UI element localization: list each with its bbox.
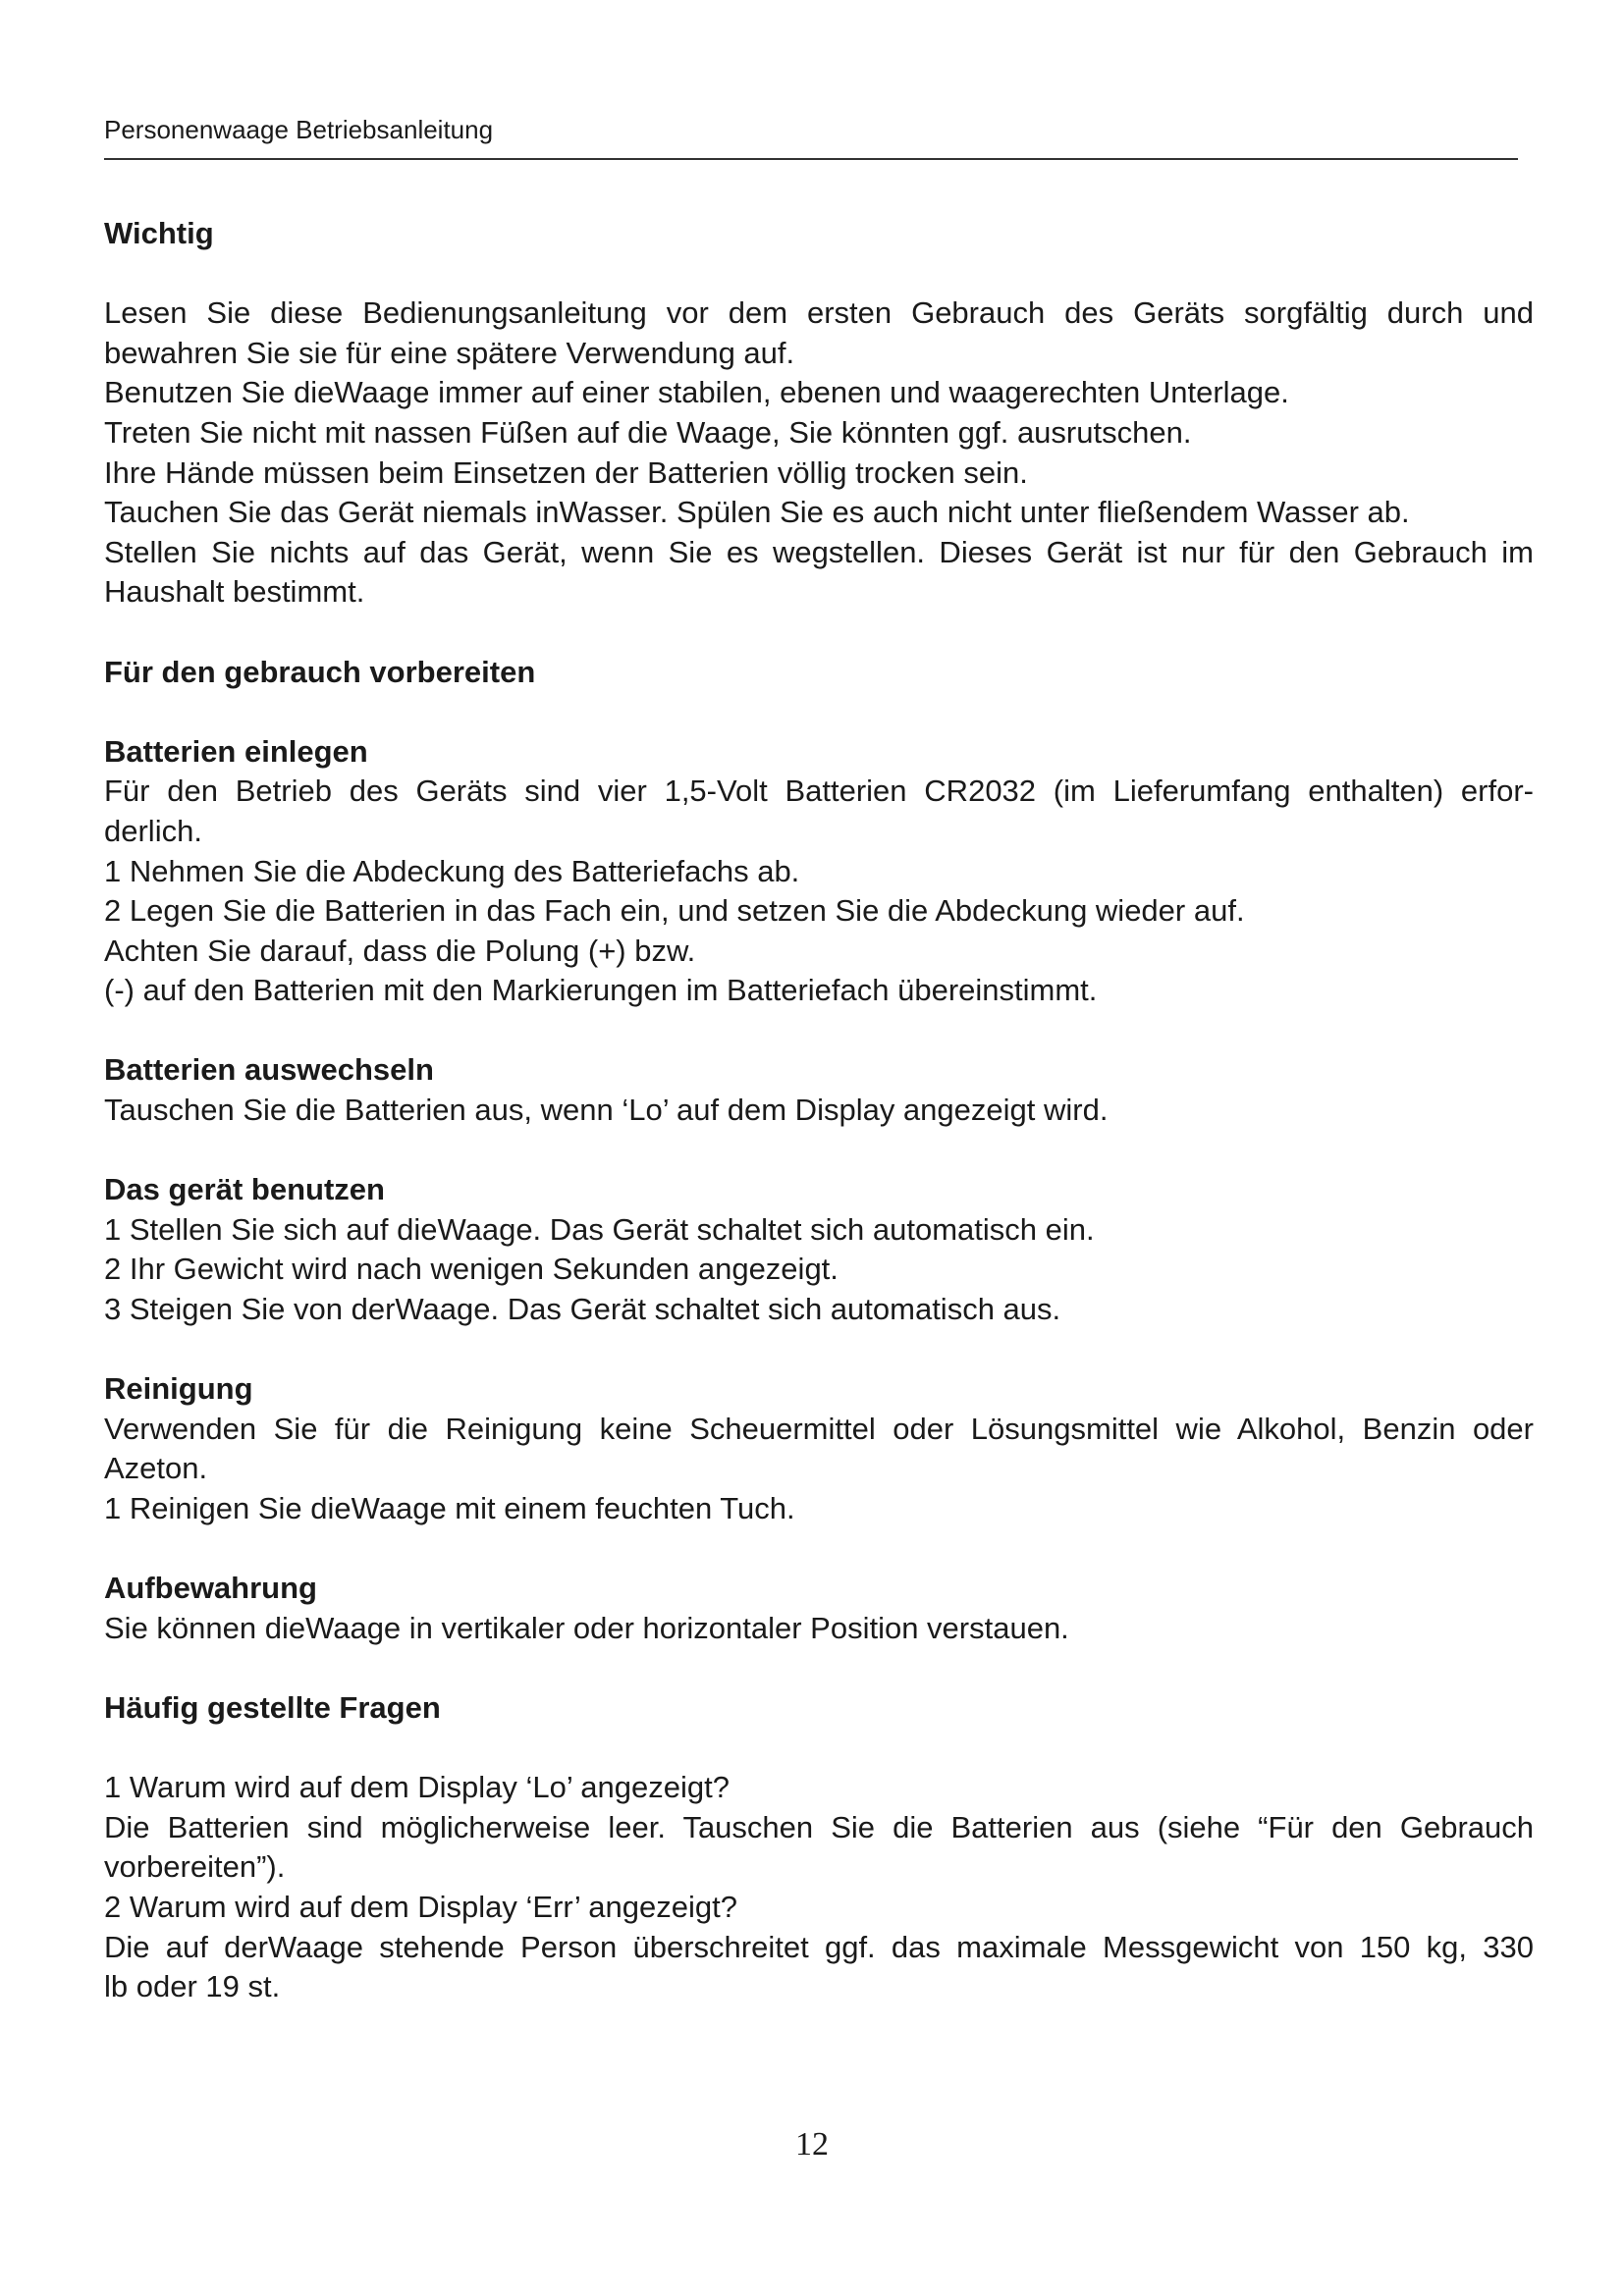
section-body [104, 772, 1534, 1011]
section-heading: Aufbewahrung [104, 1571, 317, 1606]
text-line: 2 Legen Sie die Batterien in das Fach ein, und setzen Sie die Abdeckung wieder auf. [104, 893, 1245, 929]
text-line: Verwenden Sie für die Reinigung keine Scheuermittel oder Lösungsmittel wie Alkohol, Benzin oder [104, 1411, 1534, 1446]
section-heading: Für den gebrauch vorbereiten [104, 654, 536, 689]
section-reinigung [104, 1369, 1534, 1528]
text-line: 1 Nehmen Sie die Abdeckung des Batteriefachs ab. [104, 853, 800, 888]
text-line: vorbereiten”). [104, 1849, 286, 1885]
section-faq [104, 1688, 1534, 2007]
text-line: Die Batterien sind möglicherweise leer. Tauschen Sie die Batterien aus (siehe “Für den Gebrauch [104, 1809, 1534, 1844]
text-line: 2 Warum wird auf dem Display ‘Err’ angezeigt? [104, 1889, 737, 1924]
section-heading: Batterien auswechseln [104, 1052, 434, 1088]
section-heading: Reinigung [104, 1371, 253, 1407]
section-body [104, 1410, 1534, 1529]
text-line: Für den Betrieb des Geräts sind vier 1,5-Volt Batterien CR2032 (im Lieferumfang enthalten) erfor- [104, 774, 1534, 809]
text-line: 1 Reinigen Sie dieWaage mit einem feuchten Tuch. [104, 1491, 795, 1525]
section-body [104, 1091, 1534, 1131]
text-line: Haushalt bestimmt. [104, 574, 365, 610]
text-line: Sie können dieWaage in vertikaler oder horizontaler Position verstauen. [104, 1610, 1069, 1645]
section-body [104, 1210, 1534, 1330]
section-heading: Das gerät benutzen [104, 1172, 385, 1207]
text-line: derlich. [104, 813, 202, 848]
text-line: Achten Sie darauf, dass die Polung (+) bzw. [104, 933, 696, 968]
header-title: Personenwaage Betriebsanleitung [104, 115, 494, 144]
text-line: 2 Ihr Gewicht wird nach wenigen Sekunden angezeigt. [104, 1252, 839, 1287]
text-line: bewahren Sie sie für eine spätere Verwendung auf. [104, 335, 795, 370]
text-line: Die auf derWaage stehende Person überschreitet ggf. das maximale Messgewicht von 150 kg, 330 [104, 1929, 1534, 1964]
text-line: Stellen Sie nichts auf das Gerät, wenn Sie es wegstellen. Dieses Gerät ist nur für den Gebrauch im [104, 534, 1534, 569]
text-line: 1 Stellen Sie sich auf dieWaage. Das Gerät schaltet sich automatisch ein. [104, 1211, 1095, 1247]
text-line: 3 Steigen Sie von derWaage. Das Gerät schaltet sich automatisch aus. [104, 1292, 1061, 1327]
document-body [104, 214, 1534, 2007]
section-wichtig [104, 214, 1534, 613]
text-line: (-) auf den Batterien mit den Markierungen im Batteriefach übereinstimmt. [104, 973, 1098, 1008]
text-line: lb oder 19 st. [104, 1969, 281, 2004]
section-body [104, 1609, 1534, 1649]
section-aufbewahrung [104, 1569, 1534, 1648]
section-geraet-benutzen [104, 1170, 1534, 1329]
page-number: 12 [795, 2126, 829, 2163]
text-line: Benutzen Sie dieWaage immer auf einer stabilen, ebenen und waagerechten Unterlage. [104, 375, 1289, 410]
text-line: Azeton. [104, 1451, 208, 1486]
section-heading: Wichtig [104, 216, 214, 250]
text-line: 1 Warum wird auf dem Display ‘Lo’ angezeigt? [104, 1770, 730, 1805]
text-line: Lesen Sie diese Bedienungsanleitung vor dem ersten Gebrauch des Geräts sorgfältig durch und [104, 295, 1534, 331]
section-body [104, 1768, 1534, 2007]
text-line: Tauchen Sie das Gerät niemals inWasser. Spülen Sie es auch nicht unter fließendem Wasser ab. [104, 495, 1410, 530]
section-heading: Batterien einlegen [104, 733, 368, 769]
section-batterien-auswechseln [104, 1050, 1534, 1130]
text-line: Tauschen Sie die Batterien aus, wenn ‘Lo’ auf dem Display angezeigt wird. [104, 1093, 1109, 1128]
section-vorbereiten [104, 653, 1534, 693]
text-line: Treten Sie nicht mit nassen Füßen auf die Waage, Sie könnten ggf. ausrutschen. [104, 414, 1192, 450]
text-line: Ihre Hände müssen beim Einsetzen der Batterien völlig trocken sein. [104, 454, 1028, 490]
section-body [104, 294, 1534, 613]
section-batterien-einlegen [104, 732, 1534, 1011]
section-heading: Häufig gestellte Fragen [104, 1689, 441, 1725]
page-header [104, 115, 1518, 160]
